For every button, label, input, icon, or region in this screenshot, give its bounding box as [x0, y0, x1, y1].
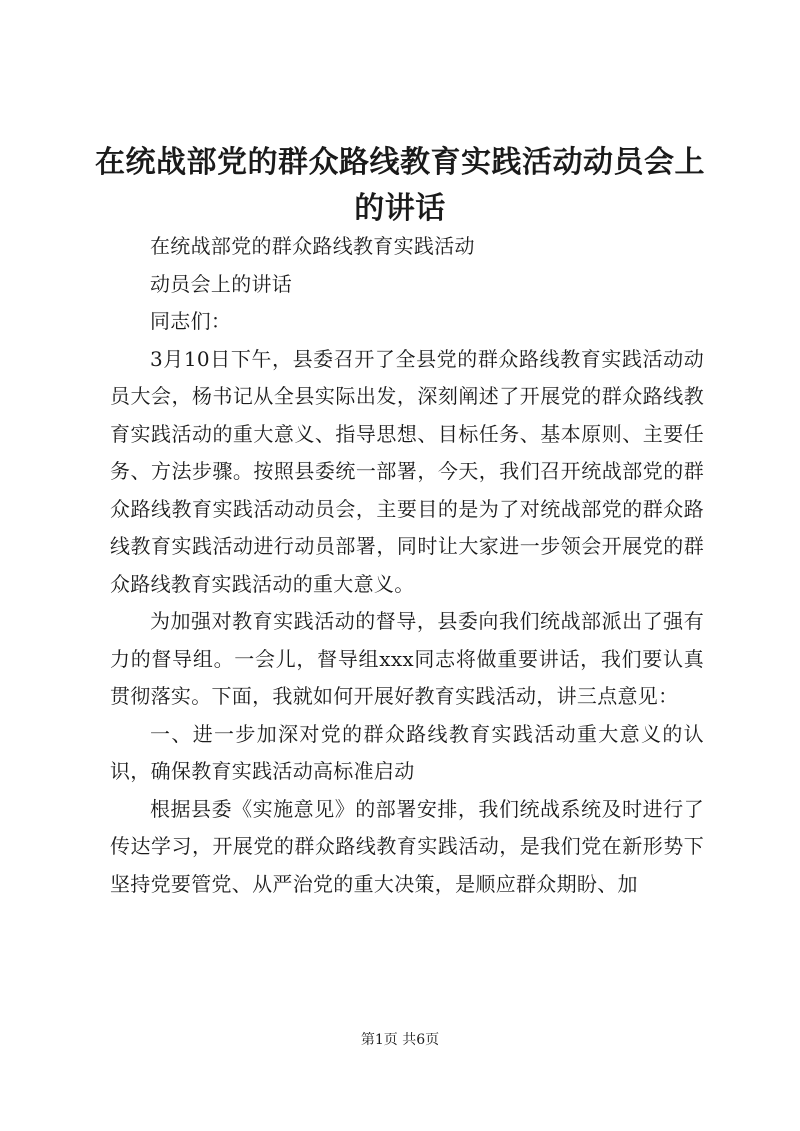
body-paragraph: 3月10日下午，县委召开了全县党的群众路线教育实践活动动员大会，杨书记从全县实际出发，深刻阐述了开展党的群众路线教育实践活动的重大意义、指导思想、目标任务、基本原则、主要任务、方法步骤。按照县委统一部署，今天，我们召开统战部党的群众路线教育实践活动动员会，主要目的是为了对统战部党的群众路线教育实践活动进行动员部署，同时让大家进一步领会开展党的群众路线教育实践活动的重大意义。: [110, 346, 704, 596]
page-footer: 第1页 共6页: [360, 1032, 440, 1048]
subtitle-line-2: 动员会上的讲话: [150, 271, 293, 296]
document-title: 在统战部党的群众路线教育实践活动动员会上的讲话: [95, 145, 705, 226]
body-paragraph: 为加强对教育实践活动的督导，县委向我们统战部派出了强有力的督导组。一会儿，督导组xxx同志将做重要讲话，我们要认真贯彻落实。下面，我就如何开展好教育实践活动，讲三点意见：: [110, 609, 704, 708]
subtitle-line-1: 在统战部党的群众路线教育实践活动: [150, 234, 475, 258]
document-body: [110, 228, 704, 903]
section-heading: 一、进一步加深对党的群众路线教育实践活动重大意义的认识，确保教育实践活动高标准启动: [110, 721, 704, 783]
body-paragraph: 根据县委《实施意见》的部署安排，我们统战系统及时进行了传达学习，开展党的群众路线教育实践活动，是我们党在新形势下坚持党要管党、从严治党的重大决策，是顺应群众期盼、加: [110, 796, 704, 896]
salutation: 同志们：: [150, 309, 232, 333]
